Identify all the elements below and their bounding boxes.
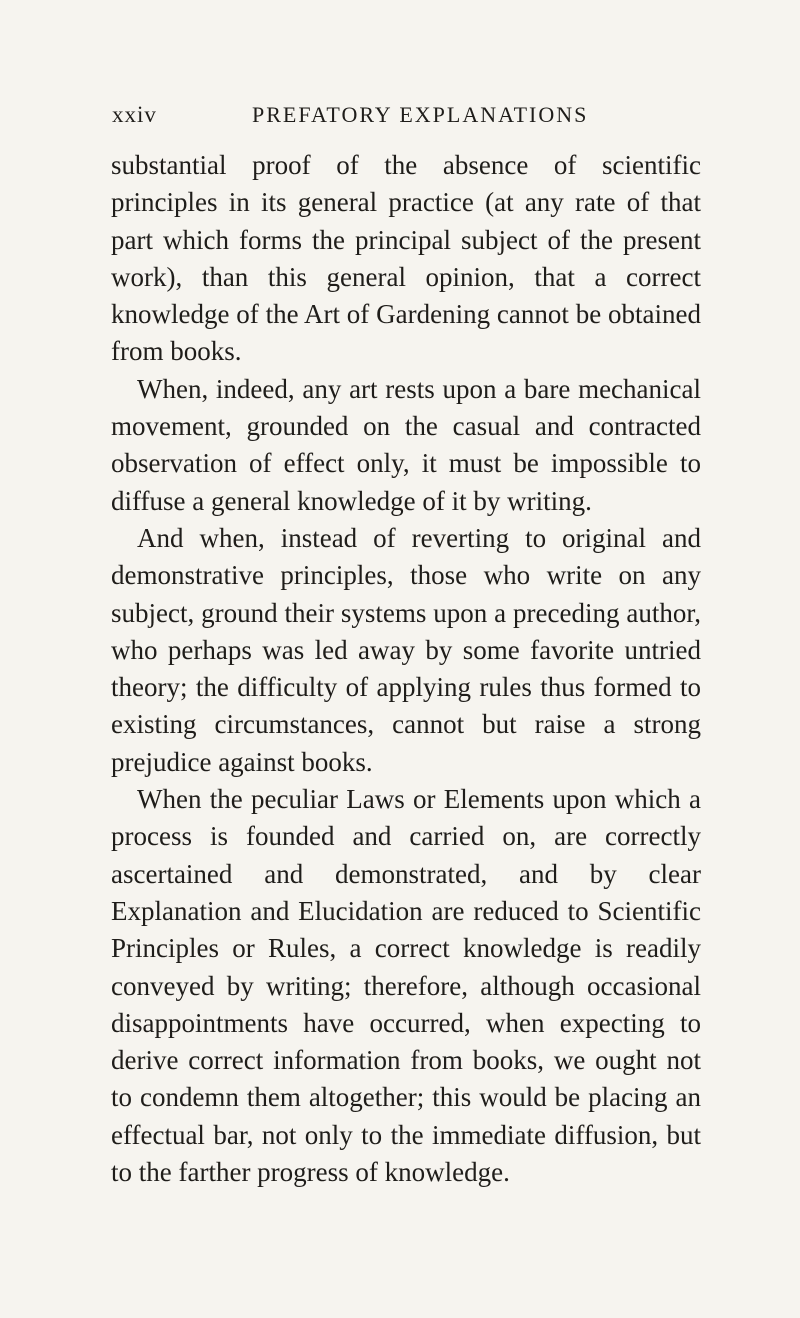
paragraph-4: When the peculiar Laws or Elements upon which a process is founded and carried on, are correctly ascertained and demonstrated, and by clear Explanation and Elucidation are reduced to Scientific Principles or Rules, a correct knowledge is readily conveyed by writing; therefore, although occasional disappointments have occurred, when expecting to derive correct information from books, we ought not to condemn them altogether; this would be placing an effectual bar, not only to the immediate diffusion, but to the farther progress of knowledge. xyxy=(111,784,701,1188)
body-text xyxy=(111,147,701,1191)
paragraph-2: When, indeed, any art rests upon a bare mechanical movement, grounded on the casual and contracted observation of effect only, it must be impossible to diffuse a general knowledge of it by writing. xyxy=(111,373,701,516)
page-number: xxiv xyxy=(112,102,157,127)
paragraph-1: substantial proof of the absence of scientific principles in its general practice (at any rate of that part which forms the principal subject of the present work), than this general opinion, that a correct knowledge of the Art of Gardening cannot be obtained from books. xyxy=(111,150,701,367)
page-header xyxy=(112,102,602,136)
paragraph-3: And when, instead of reverting to original and demonstrative principles, those who write on any subject, ground their systems upon a preceding author, who perhaps was led away by some favorite untried theory; the difficulty of applying rules thus formed to existing circumstances, cannot but raise a strong prejudice against books. xyxy=(111,522,701,777)
running-title: PREFATORY EXPLANATIONS xyxy=(252,102,589,127)
